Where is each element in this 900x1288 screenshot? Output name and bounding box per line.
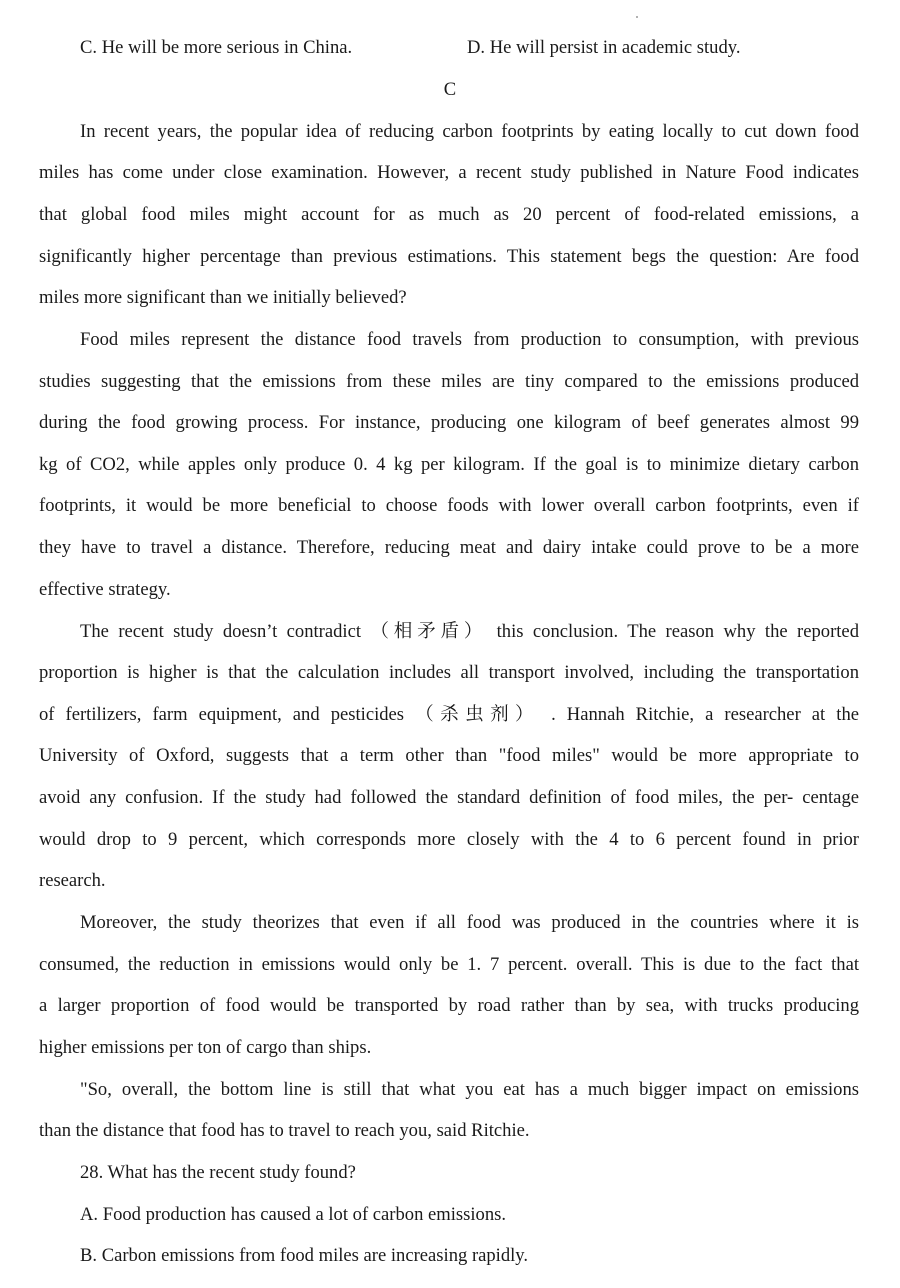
prev-option-c: C. He will be more serious in China. <box>80 37 353 58</box>
passage-line: studies suggesting that the emissions from these miles are tiny compared to the emissions produced <box>39 371 859 392</box>
passage-line: kg of CO2, while apples only produce 0. 4 kg per kilogram. If the goal is to minimize dietary carbon <box>39 454 859 475</box>
passage-line: Food miles represent the distance food travels from production to consumption, with previous <box>80 329 859 350</box>
question-28-option-b: B. Carbon emissions from food miles are increasing rapidly. <box>80 1245 529 1266</box>
passage-line: consumed, the reduction in emissions would only be 1. 7 percent. overall. This is due to the fact that <box>39 954 859 975</box>
passage-line: Moreover, the study theorizes that even if all food was produced in the countries where it is <box>80 912 859 933</box>
passage-line: In recent years, the popular idea of reducing carbon footprints by eating locally to cut down food <box>80 121 859 142</box>
passage-line: that global food miles might account for as much as 20 percent of food-related emissions, a <box>39 204 859 225</box>
passage-line: they have to travel a distance. Therefore, reducing meat and dairy intake could prove to be a more <box>39 537 859 558</box>
passage-line: miles has come under close examination. However, a recent study published in Nature Food indicates <box>39 162 859 183</box>
question-28-option-a: A. Food production has caused a lot of carbon emissions. <box>80 1204 507 1225</box>
scan-speck <box>636 16 638 18</box>
passage-line: The recent study doesn’t contradict （相矛盾） this conclusion. The reason why the reported <box>80 621 859 642</box>
passage-line: during the food growing process. For instance, producing one kilogram of beef generates almost 99 <box>39 412 859 433</box>
passage-line: a larger proportion of food would be transported by road rather than by sea, with trucks producing <box>39 995 859 1016</box>
prev-option-d: D. He will persist in academic study. <box>467 37 741 58</box>
question-28-stem: 28. What has the recent study found? <box>80 1162 356 1183</box>
passage-line: University of Oxford, suggests that a term other than "food miles" would be more appropriate to <box>39 745 859 766</box>
passage-line: significantly higher percentage than previous estimations. This statement begs the question: Are food <box>39 246 859 267</box>
passage-line: research. <box>39 870 106 891</box>
passage-line: avoid any confusion. If the study had followed the standard definition of food miles, the per- centage <box>39 787 859 808</box>
passage-line: than the distance that food has to travel to reach you, said Ritchie. <box>39 1120 530 1141</box>
passage-line: miles more significant than we initially believed? <box>39 287 407 308</box>
passage-line: proportion is higher is that the calculation includes all transport involved, including the transportation <box>39 662 859 683</box>
passage-line: would drop to 9 percent, which corresponds more closely with the 4 to 6 percent found in prior <box>39 829 859 850</box>
passage-line: "So, overall, the bottom line is still that what you eat has a much bigger impact on emissions <box>80 1079 859 1100</box>
section-heading: C <box>443 79 457 100</box>
passage-line: effective strategy. <box>39 579 171 600</box>
passage-line: higher emissions per ton of cargo than ships. <box>39 1037 372 1058</box>
passage-line: of fertilizers, farm equipment, and pesticides （杀虫剂） . Hannah Ritchie, a researcher at the <box>39 704 859 725</box>
passage-line: footprints, it would be more beneficial to choose foods with lower overall carbon footprints, even if <box>39 495 859 516</box>
